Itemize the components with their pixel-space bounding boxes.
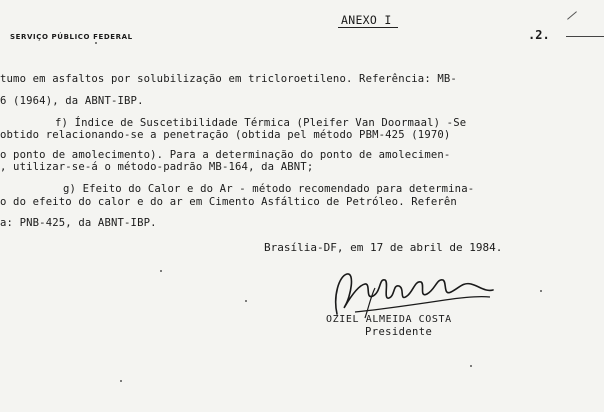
agency-header: SERVIÇO PÚBLICO FEDERAL <box>10 33 133 41</box>
signatory-name: OZIEL ALMEIDA COSTA <box>326 314 452 325</box>
body-line-4: obtido relacionando-se a penetração (obtida pel método PBM-425 (1970) <box>0 129 451 141</box>
scan-speck <box>245 300 247 302</box>
body-line-1: tumo em asfaltos por solubilização em tricloroetileno. Referência: MB- <box>0 73 457 85</box>
scan-speck <box>95 42 97 44</box>
body-line-7: g) Efeito do Calor e do Ar - método recomendado para determina- <box>63 183 475 195</box>
annex-title: ANEXO I <box>341 13 392 27</box>
annex-underline <box>338 27 398 28</box>
margin-mark <box>566 36 604 37</box>
scan-speck <box>470 365 472 367</box>
scan-speck <box>540 290 542 292</box>
body-line-6: , utilizar-se-á o método-padrão MB-164, da ABNT; <box>0 161 314 173</box>
place-date: Brasília-DF, em 17 de abril de 1984. <box>264 241 503 254</box>
signatory-title: Presidente <box>365 326 433 338</box>
scan-speck <box>160 270 162 272</box>
body-line-5: o ponto de amolecimento). Para a determinação do ponto de amolecimen- <box>0 149 451 161</box>
handwritten-signature <box>325 266 500 321</box>
body-line-2: 6 (1964), da ABNT-IBP. <box>0 95 144 107</box>
scan-speck <box>120 380 122 382</box>
body-line-8: o do efeito do calor e do ar em Cimento Asfáltico de Petróleo. Referên <box>0 196 457 208</box>
body-line-3: f) Índice de Suscetibilidade Térmica (Pleifer Van Doormaal) -Se <box>55 117 467 129</box>
body-line-9: a: PNB-425, da ABNT-IBP. <box>0 217 157 229</box>
margin-mark-corner <box>567 11 577 19</box>
page-number: .2. <box>528 28 550 42</box>
